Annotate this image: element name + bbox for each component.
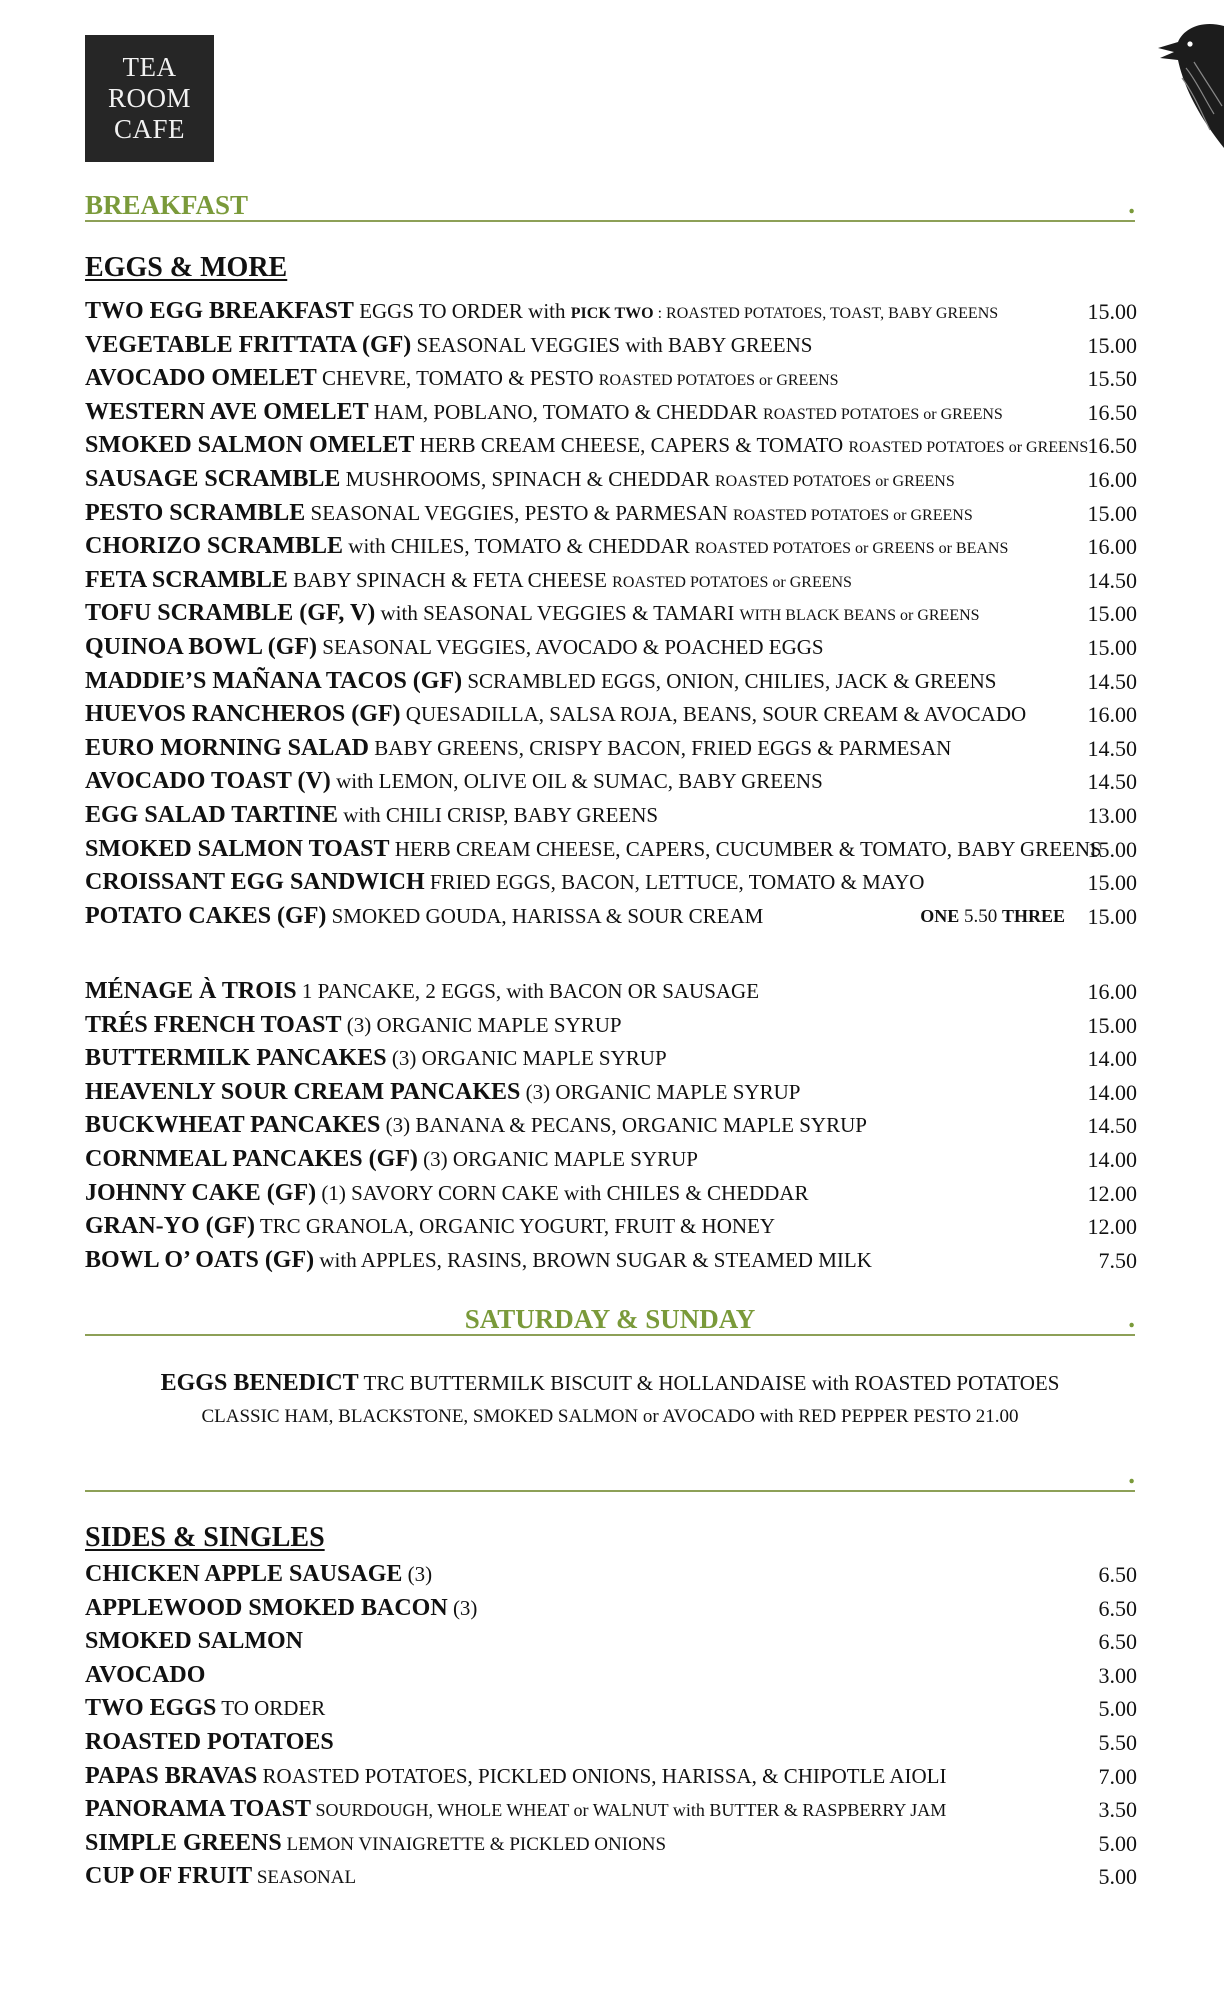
- item-price: 14.00: [1087, 1146, 1137, 1172]
- section-header-weekend: [85, 1304, 1135, 1336]
- eggs-benedict: [85, 1366, 1135, 1434]
- item-pick: PICK TWO: [570, 305, 654, 322]
- menu-item: [85, 463, 1137, 497]
- item-name: HUEVOS RANCHEROS (GF): [85, 701, 401, 728]
- item-name: BUTTERMILK PANCAKES: [85, 1045, 387, 1072]
- category-title-eggs-more: EGGS & MORE: [85, 252, 288, 283]
- item-sides: ROASTED POTATOES or GREENS: [612, 573, 852, 591]
- item-name: EGGS BENEDICT: [160, 1370, 359, 1396]
- item-price: 5.00: [1098, 1696, 1137, 1722]
- item-sides: WITH BLACK BEANS or GREENS: [739, 607, 980, 625]
- menu-item: [85, 329, 1137, 363]
- item-name: WESTERN AVE OMELET: [85, 398, 369, 425]
- item-price: 14.50: [1087, 1113, 1137, 1139]
- item-name: PANORAMA TOAST: [85, 1796, 312, 1823]
- item-name: MADDIE’S MAÑANA TACOS (GF): [85, 667, 463, 694]
- item-name: POTATO CAKES (GF): [85, 902, 327, 929]
- item-sides: ROASTED POTATOES or GREENS: [848, 439, 1089, 457]
- item-desc: TRC BUTTERMILK BISCUIT & HOLLANDAISE with ROASTED POTATOES: [358, 1371, 1060, 1395]
- item-name: SMOKED SALMON: [85, 1628, 304, 1655]
- menu-item: [85, 1860, 1137, 1894]
- eggs-more-list: [85, 295, 1137, 933]
- item-name: CORNMEAL PANCAKES (GF): [85, 1145, 418, 1172]
- menu-item: [85, 1760, 1137, 1794]
- item-name: PESTO SCRAMBLE: [85, 499, 306, 526]
- item-price: 15.00: [1087, 1012, 1137, 1038]
- item-name: ROASTED POTATOES: [85, 1728, 334, 1755]
- item-price: 15.00: [1087, 836, 1137, 862]
- menu-item: [85, 1625, 1137, 1659]
- item-desc: with LEMON, OLIVE OIL & SUMAC, BABY GREENS: [330, 769, 823, 794]
- menu-item: [85, 900, 1137, 934]
- menu-item: [85, 396, 1137, 430]
- item-desc: LEMON VINAIGRETTE & PICKLED ONIONS: [281, 1833, 667, 1855]
- item-desc: TO ORDER: [216, 1696, 326, 1721]
- item-price: 5.00: [1098, 1830, 1137, 1856]
- item-name: SIMPLE GREENS: [85, 1829, 282, 1856]
- item-price: 3.00: [1098, 1662, 1137, 1688]
- item-desc: (3) ORGANIC MAPLE SYRUP: [341, 1012, 622, 1037]
- section-dot: .: [1128, 1459, 1135, 1489]
- item-desc: (3) ORGANIC MAPLE SYRUP: [520, 1079, 801, 1104]
- menu-item: [85, 665, 1137, 699]
- menu-item: [85, 1827, 1137, 1861]
- griddle-list: [85, 975, 1137, 1277]
- item-sides: : ROASTED POTATOES, TOAST, BABY GREENS: [653, 305, 999, 322]
- menu-item: [85, 429, 1137, 463]
- item-price: 12.00: [1087, 1214, 1137, 1240]
- menu-item: [85, 564, 1137, 598]
- item-desc: SEASONAL VEGGIES, PESTO & PARMESAN: [305, 500, 733, 525]
- menu-item: [85, 1244, 1137, 1278]
- menu-item: [85, 1076, 1137, 1110]
- menu-item: [85, 1009, 1137, 1043]
- section-divider: [85, 1460, 1135, 1492]
- item-name: SMOKED SALMON OMELET: [85, 432, 415, 459]
- section-dot: .: [1128, 1303, 1135, 1333]
- item-desc: (3) BANANA & PECANS, ORGANIC MAPLE SYRUP: [380, 1113, 867, 1138]
- item-desc: SEASONAL VEGGIES, AVOCADO & POACHED EGGS: [317, 634, 824, 659]
- menu-item: [85, 597, 1137, 631]
- item-price: 16.00: [1087, 534, 1137, 560]
- item-price: 5.50: [1098, 1729, 1137, 1755]
- item-name: CHICKEN APPLE SAUSAGE: [85, 1561, 403, 1587]
- item-desc: with SEASONAL VEGGIES & TAMARI: [375, 601, 740, 626]
- item-price: 5.00: [1098, 1864, 1137, 1890]
- logo: [85, 35, 214, 162]
- section-header-breakfast: [85, 190, 1135, 222]
- menu-item: [85, 1692, 1137, 1726]
- item-desc: with APPLES, RASINS, BROWN SUGAR & STEAMED MILK: [314, 1247, 872, 1272]
- menu-item: [85, 1177, 1137, 1211]
- item-name: AVOCADO OMELET: [85, 365, 317, 392]
- item-name: CROISSANT EGG SANDWICH: [85, 869, 425, 896]
- item-price: 15.00: [1087, 903, 1137, 929]
- item-name: FETA SCRAMBLE: [85, 566, 288, 593]
- item-price: 7.50: [1098, 1247, 1137, 1273]
- item-name: TWO EGGS: [85, 1695, 217, 1722]
- item-name: SAUSAGE SCRAMBLE: [85, 465, 341, 492]
- item-name: TRÉS FRENCH TOAST: [85, 1011, 342, 1038]
- menu-item: [85, 1793, 1137, 1827]
- item-desc: (3) ORGANIC MAPLE SYRUP: [417, 1146, 698, 1171]
- item-name: AVOCADO: [85, 1661, 206, 1688]
- item-desc: SEASONAL: [252, 1867, 357, 1889]
- menu-item: [85, 1659, 1137, 1693]
- item-desc: (3): [402, 1562, 433, 1586]
- item-name: QUINOA BOWL (GF): [85, 633, 318, 660]
- menu-item: [85, 295, 1137, 329]
- menu-item: [85, 1558, 1137, 1592]
- section-dot: .: [1128, 189, 1135, 219]
- item-name: VEGETABLE FRITTATA (GF): [85, 331, 412, 358]
- item-price: 14.50: [1087, 567, 1137, 593]
- menu-item: [85, 530, 1137, 564]
- item-desc: HERB CREAM CHEESE, CAPERS & TOMATO: [414, 433, 849, 458]
- item-name: CUP OF FRUIT: [85, 1863, 253, 1890]
- menu-item: [85, 631, 1137, 665]
- item-price: 15.00: [1087, 870, 1137, 896]
- logo-line: TEA: [122, 52, 177, 82]
- item-name: MÉNAGE À TROIS: [85, 978, 297, 1004]
- item-desc: TRC GRANOLA, ORGANIC YOGURT, FRUIT & HONEY: [254, 1214, 776, 1239]
- item-price: 15.00: [1087, 601, 1137, 627]
- item-name: GRAN-YO (GF): [85, 1213, 255, 1240]
- menu-item: [85, 765, 1137, 799]
- item-desc: CHEVRE, TOMATO & PESTO: [316, 366, 599, 391]
- item-price: 14.00: [1087, 1046, 1137, 1072]
- category-title-sides: SIDES & SINGLES: [85, 1522, 325, 1553]
- item-price: 13.00: [1087, 802, 1137, 828]
- item-name: JOHNNY CAKE (GF): [85, 1179, 317, 1206]
- menu-item: [85, 497, 1137, 531]
- item-price: 14.50: [1087, 735, 1137, 761]
- item-name: AVOCADO TOAST (V): [85, 768, 331, 795]
- item-price: 16.50: [1087, 433, 1137, 459]
- menu-item: [85, 799, 1137, 833]
- item-name: HEAVENLY SOUR CREAM PANCAKES: [85, 1078, 521, 1105]
- logo-line: CAFE: [113, 114, 186, 144]
- item-desc: SMOKED GOUDA, HARISSA & SOUR CREAM: [326, 903, 764, 928]
- item-price: 15.50: [1087, 366, 1137, 392]
- item-desc: FRIED EGGS, BACON, LETTUCE, TOMATO & MAYO: [424, 870, 925, 895]
- item-desc: HERB CREAM CHEESE, CAPERS, CUCUMBER & TOMATO, BABY GREENS: [389, 836, 1102, 861]
- item-size-options: [920, 900, 1065, 934]
- item-desc: (3) ORGANIC MAPLE SYRUP: [386, 1046, 667, 1071]
- menu-item: [85, 1210, 1137, 1244]
- menu-item: [85, 833, 1137, 867]
- item-desc: EGGS TO ORDER with: [353, 299, 571, 323]
- item-price: 14.50: [1087, 769, 1137, 795]
- option-label: ONE: [920, 905, 960, 926]
- sides-list: [85, 1558, 1137, 1894]
- item-name: SMOKED SALMON TOAST: [85, 835, 390, 862]
- item-desc: BABY GREENS, CRISPY BACON, FRIED EGGS & PARMESAN: [369, 735, 952, 760]
- item-price: 7.00: [1098, 1763, 1137, 1789]
- item-price: 6.50: [1098, 1595, 1137, 1621]
- item-sides: ROASTED POTATOES or GREENS or BEANS: [694, 540, 1009, 558]
- item-desc: with CHILI CRISP, BABY GREENS: [338, 802, 659, 827]
- menu-item: [85, 698, 1137, 732]
- item-sides: ROASTED POTATOES or GREENS: [732, 506, 973, 524]
- menu-item: [85, 1042, 1137, 1076]
- menu-item: [85, 362, 1137, 396]
- item-name: TWO EGG BREAKFAST: [85, 298, 354, 324]
- item-desc: BABY SPINACH & FETA CHEESE: [287, 567, 613, 592]
- item-price: 14.50: [1087, 668, 1137, 694]
- item-name: CHORIZO SCRAMBLE: [85, 533, 344, 560]
- item-desc: SEASONAL VEGGIES with BABY GREENS: [411, 332, 813, 357]
- crow-illustration: [1074, 18, 1224, 168]
- item-price: 15.00: [1087, 299, 1137, 324]
- menu-item: [85, 1726, 1137, 1760]
- item-name: BOWL O’ OATS (GF): [85, 1246, 315, 1273]
- item-name: EGG SALAD TARTINE: [85, 801, 338, 828]
- section-title: BREAKFAST: [85, 190, 249, 220]
- item-desc: QUESADILLA, SALSA ROJA, BEANS, SOUR CREAM & AVOCADO: [400, 702, 1027, 727]
- item-sides: ROASTED POTATOES or GREENS: [763, 405, 1003, 423]
- item-desc: MUSHROOMS, SPINACH & CHEDDAR: [340, 466, 715, 491]
- menu-item: [85, 975, 1137, 1009]
- item-desc: SCRAMBLED EGGS, ONION, CHILIES, JACK & GREENS: [462, 668, 997, 693]
- item-price: 12.00: [1087, 1180, 1137, 1206]
- item-price: 15.00: [1087, 634, 1137, 660]
- item-name: BUCKWHEAT PANCAKES: [85, 1112, 381, 1139]
- menu-item: [85, 1592, 1137, 1626]
- item-price: 6.50: [1098, 1562, 1137, 1587]
- menu-item: [85, 1109, 1137, 1143]
- section-title: SATURDAY & SUNDAY: [464, 1304, 756, 1334]
- item-price: 16.00: [1087, 979, 1137, 1004]
- item-desc: (1) SAVORY CORN CAKE with CHILES & CHEDDAR: [316, 1180, 809, 1205]
- item-name: PAPAS BRAVAS: [85, 1762, 258, 1789]
- menu-item: [85, 732, 1137, 766]
- item-price: 14.00: [1087, 1079, 1137, 1105]
- menu-item: [85, 866, 1137, 900]
- item-name: APPLEWOOD SMOKED BACON: [85, 1594, 448, 1621]
- item-desc: (3): [447, 1595, 478, 1620]
- item-name: TOFU SCRAMBLE (GF, V): [85, 600, 376, 627]
- item-price: 3.50: [1098, 1797, 1137, 1823]
- option-label: THREE: [1001, 905, 1065, 926]
- item-name: EURO MORNING SALAD: [85, 734, 370, 761]
- item-desc: with CHILES, TOMATO & CHEDDAR: [343, 534, 695, 559]
- item-price: 15.00: [1087, 332, 1137, 358]
- item-sides: ROASTED POTATOES or GREENS: [714, 472, 955, 490]
- item-sides: ROASTED POTATOES or GREENS: [598, 372, 839, 390]
- item-price: 6.50: [1098, 1629, 1137, 1655]
- menu-item: [85, 1143, 1137, 1177]
- item-price: 16.00: [1087, 702, 1137, 728]
- logo-line: ROOM: [107, 83, 191, 113]
- item-desc: 1 PANCAKE, 2 EGGS, with BACON OR SAUSAGE: [296, 979, 760, 1003]
- item-price: 15.00: [1087, 500, 1137, 526]
- benedict-line-1: [85, 1366, 1135, 1400]
- item-desc: HAM, POBLANO, TOMATO & CHEDDAR: [368, 399, 764, 424]
- item-desc: SOURDOUGH, WHOLE WHEAT or WALNUT with BUTTER & RASPBERRY JAM: [311, 1800, 947, 1821]
- option-price: 5.50: [963, 905, 998, 927]
- item-price: 16.50: [1087, 399, 1137, 425]
- item-desc: ROASTED POTATOES, PICKLED ONIONS, HARISSA, & CHIPOTLE AIOLI: [257, 1763, 947, 1788]
- item-price: 16.00: [1087, 466, 1137, 492]
- benedict-line-2: CLASSIC HAM, BLACKSTONE, SMOKED SALMON or AVOCADO with RED PEPPER PESTO 21.00: [201, 1406, 1019, 1427]
